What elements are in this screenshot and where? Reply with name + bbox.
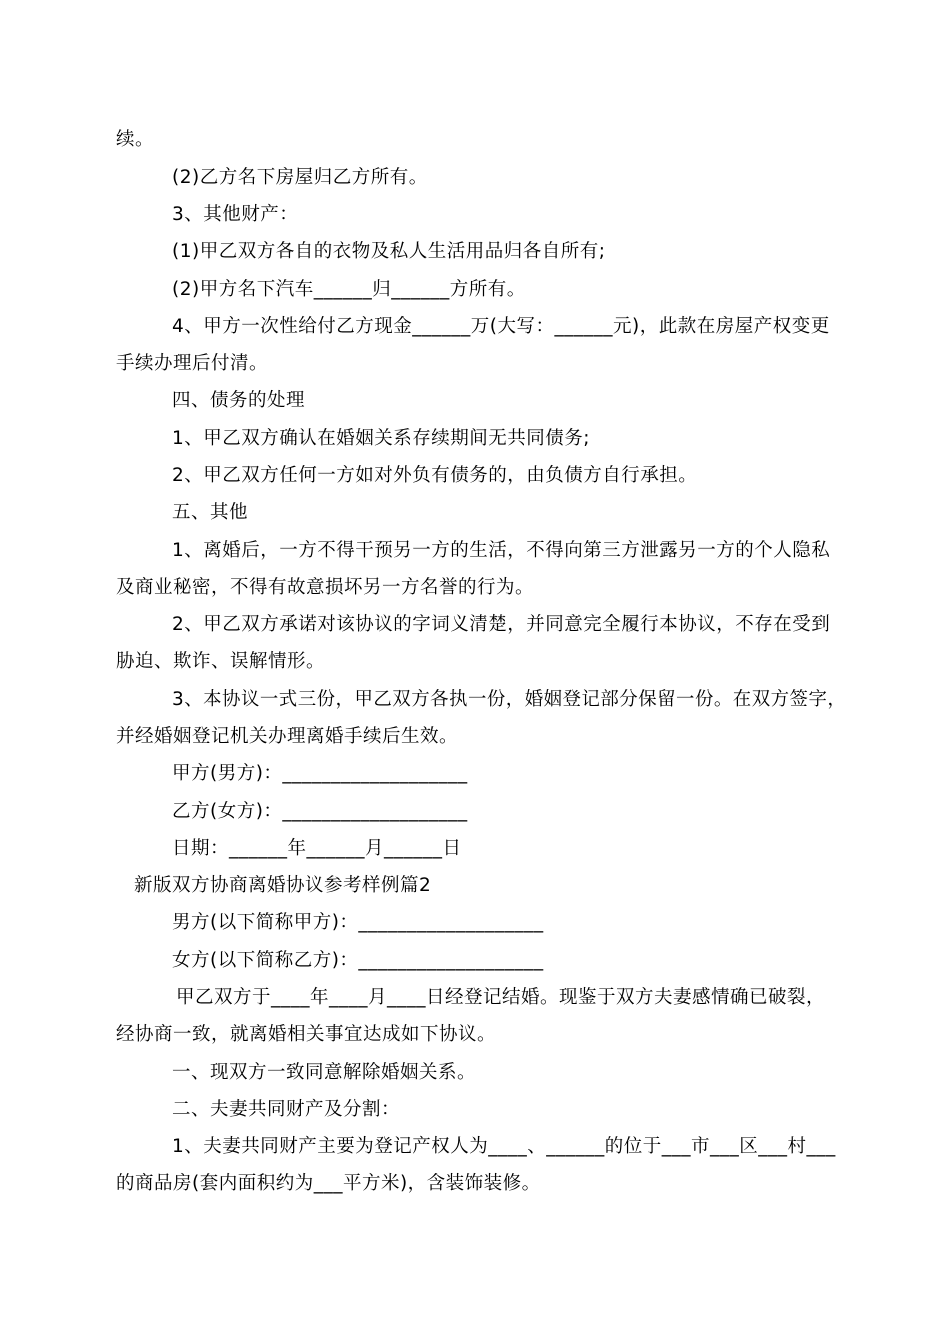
text-line: 经协商一致，就离婚相关事宜达成如下协议。 — [116, 1024, 497, 1045]
text-line: 1、夫妻共同财产主要为登记产权人为____、______的位于___市___区___村___ — [172, 1136, 836, 1157]
section-heading: 一、现双方一致同意解除婚姻关系。 — [172, 1062, 477, 1083]
section-heading: 五、其他 — [172, 502, 249, 523]
text-line: 2、甲乙双方任何一方如对外负有债务的，由负债方自行承担。 — [172, 465, 698, 486]
section-heading: 二、夫妻共同财产及分割： — [172, 1099, 401, 1120]
text-line: (2)甲方名下汽车______归______方所有。 — [172, 279, 526, 300]
text-line: 手续办理后付清。 — [116, 353, 269, 374]
text-line: (1)甲乙双方各自的衣物及私人生活用品归各自所有; — [172, 241, 606, 262]
text-line: 男方(以下简称甲方)：___________________ — [172, 912, 544, 933]
text-line: 的商品房(套内面积约为___平方米)，含装饰装修。 — [116, 1173, 541, 1194]
section-title: 新版双方协商离婚协议参考样例篇2 — [134, 875, 432, 896]
date-line: 日期：______年______月______日 — [172, 838, 462, 859]
text-line: (2)乙方名下房屋归乙方所有。 — [172, 167, 428, 188]
section-heading: 四、债务的处理 — [172, 390, 306, 411]
text-line: 3、本协议一式三份，甲乙双方各执一份，婚姻登记部分保留一份。在双方签字， — [172, 689, 847, 710]
text-line: 2、甲乙双方承诺对该协议的字词义清楚，并同意完全履行本协议，不存在受到 — [172, 614, 831, 635]
text-line: 及商业秘密，不得有故意损坏另一方名誉的行为。 — [116, 577, 535, 598]
text-line: 甲乙双方于____年____月____日经登记结婚。现鉴于双方夫妻感情确已破裂， — [176, 987, 826, 1008]
text-line: 女方(以下简称乙方)：___________________ — [172, 950, 544, 971]
text-line: 4、甲方一次性给付乙方现金______万(大写：______元)，此款在房屋产权变更 — [172, 316, 830, 337]
text-line: 1、离婚后，一方不得干预另一方的生活，不得向第三方泄露另一方的个人隐私 — [172, 540, 831, 561]
text-line: 续。 — [116, 129, 155, 150]
text-line: 胁迫、欺诈、误解情形。 — [116, 651, 326, 672]
text-line: 3、其他财产： — [172, 204, 299, 225]
signature-line-party-b: 乙方(女方)：___________________ — [172, 801, 468, 822]
signature-line-party-a: 甲方(男方)：___________________ — [172, 763, 468, 784]
text-line: 1、甲乙双方确认在婚姻关系存续期间无共同债务; — [172, 428, 591, 449]
text-line: 并经婚姻登记机关办理离婚手续后生效。 — [116, 726, 459, 747]
